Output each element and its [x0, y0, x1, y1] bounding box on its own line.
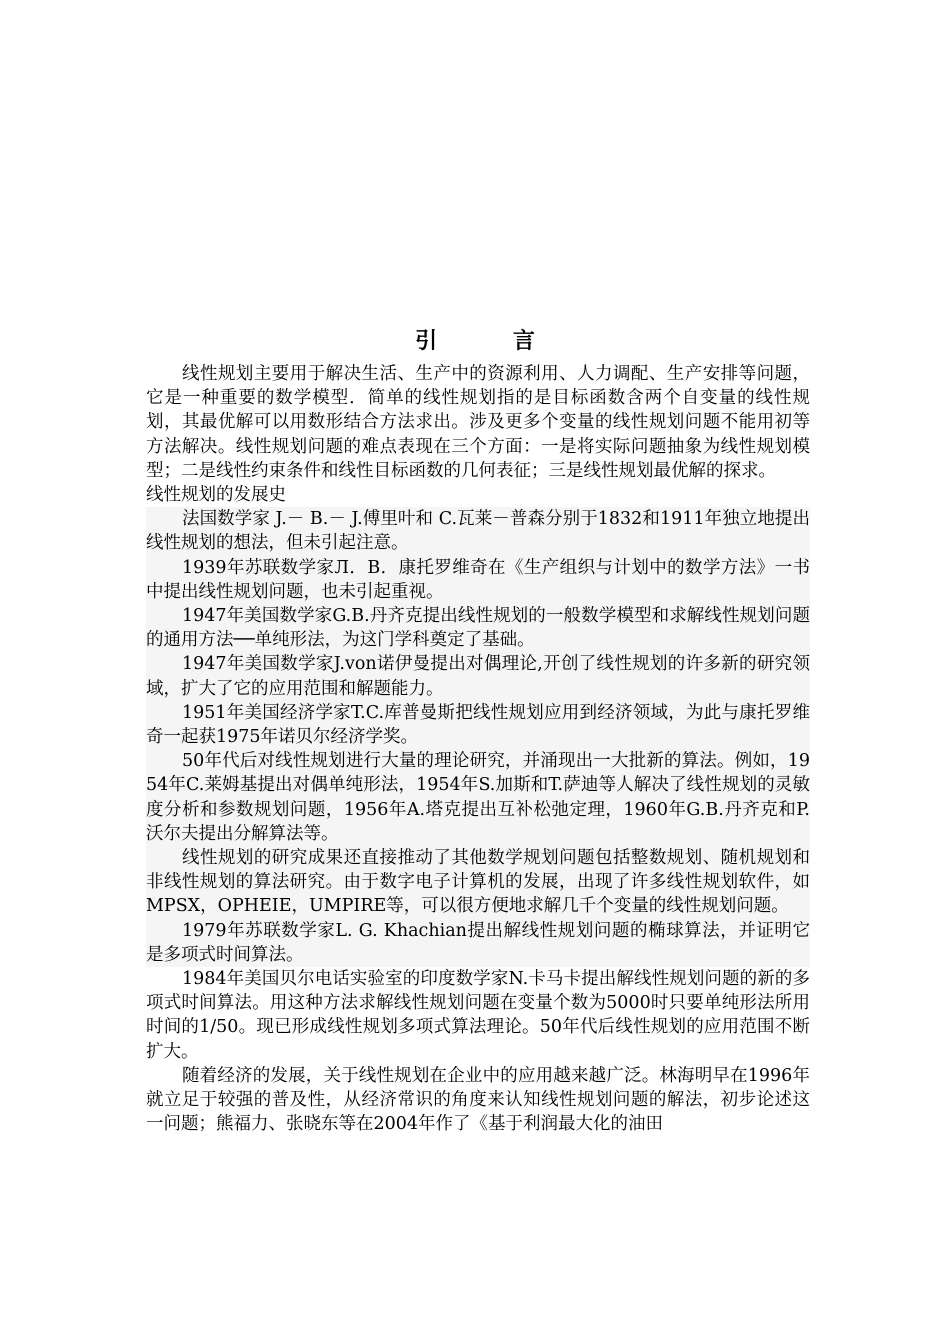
document-body	[146, 362, 810, 1137]
history-paragraph-1947-neumann: 1947年美国数学家J.von诺伊曼提出对偶理论,开创了线性规划的许多新的研究领域，扩大了它的应用范围和解题能力。	[146, 652, 810, 700]
paragraph-enterprise-applications: 随着经济的发展，关于线性规划在企业中的应用越来越广泛。林海明早在1996年就立足于较强的普及性，从经济常识的角度来认知线性规划问题的解法，初步论述这一问题；熊福力、张晓东等在2004年作了《基于利润最大化的油田	[146, 1065, 810, 1135]
intro-paragraph: 线性规划主要用于解决生活、生产中的资源利用、人力调配、生产安排等问题，它是一种重要的数学模型．简单的线性规划指的是目标函数含两个自变量的线性规划，其最优解可以用数形结合方法求出。涉及更多个变量的线性规划问题不能用初等方法解决。线性规划问题的难点表现在三个方面：一是将实际问题抽象为线性规划模型；二是线性约束条件和线性目标函数的几何表征；三是线性规划最优解的探求。	[146, 364, 810, 481]
history-paragraph-1979: 1979年苏联数学家L. G. Khachian提出解线性规划问题的椭球算法，并证明它是多项式时间算法。	[146, 919, 810, 967]
history-paragraph-1951: 1951年美国经济学家T.C.库普曼斯把线性规划应用到经济领域，为此与康托罗维奇一起获1975年诺贝尔经济学奖。	[146, 701, 810, 749]
history-paragraph-1984: 1984年美国贝尔电话实验室的印度数学家N.卡马卡提出解线性规划问题的新的多项式时间算法。用这种方法求解线性规划问题在变量个数为5000时只要单纯形法所用时间的1/50。现已形成线性规划多项式算法理论。50年代后线性规划的应用范围不断扩大。	[146, 969, 810, 1062]
history-paragraph-1950s: 50年代后对线性规划进行大量的理论研究，并涌现出一大批新的算法。例如，1954年C.莱姆基提出对偶单纯形法，1954年S.加斯和T.萨迪等人解决了线性规划的灵敏度分析和参数规划问题，1956年A.塔克提出互补松弛定理，1960年G.B.丹齐克和P.沃尔夫提出分解算法等。	[146, 749, 810, 846]
history-paragraph-1832: 法国数学家 J.－ B.－ J.傅里叶和 C.瓦莱－普森分别于1832和1911年独立地提出线性规划的想法，但未引起注意。	[146, 507, 810, 555]
history-paragraph-software: 线性规划的研究成果还直接推动了其他数学规划问题包括整数规划、随机规划和非线性规划的算法研究。由于数字电子计算机的发展，出现了许多线性规划软件，如MPSX，OPHEIE，UMPIRE等，可以很方便地求解几千个变量的线性规划问题。	[146, 846, 810, 919]
section-heading-history: 线性规划的发展史	[146, 485, 286, 506]
page-title: 引 言	[415, 328, 569, 354]
history-paragraph-1947-dantzig: 1947年美国数学家G.B.丹齐克提出线性规划的一般数学模型和求解线性规划问题的通用方法──单纯形法，为这门学科奠定了基础。	[146, 604, 810, 652]
history-paragraph-1939: 1939年苏联数学家Л．В．康托罗维奇在《生产组织与计划中的数学方法》一书中提出线性规划问题，也未引起重视。	[146, 556, 810, 604]
